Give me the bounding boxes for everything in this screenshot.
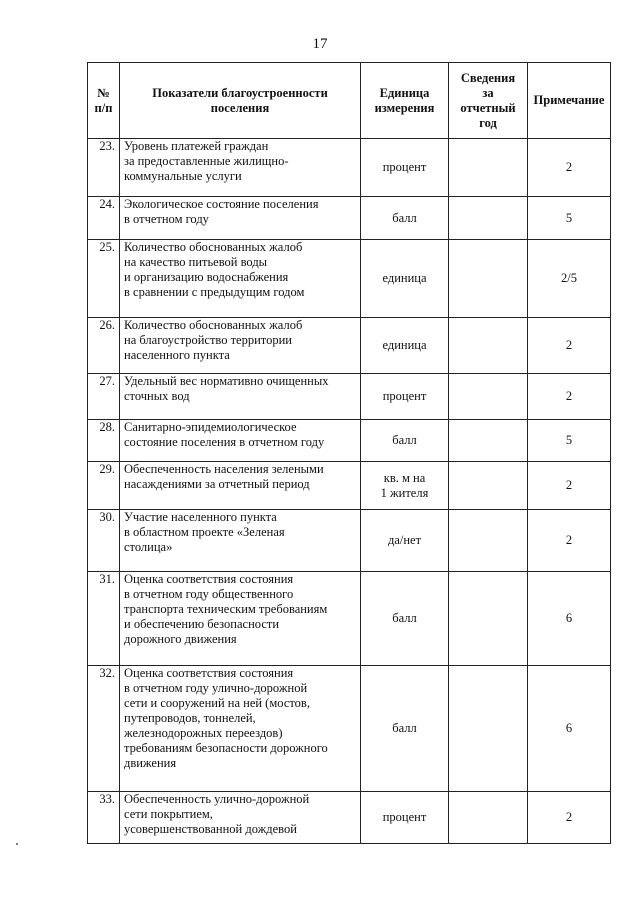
row-unit: да/нет (361, 510, 449, 572)
row-number: 26. (88, 318, 120, 374)
row-reported-value (449, 666, 528, 792)
indicator-line: в отчетном году общественного (124, 587, 294, 601)
table-row (88, 420, 611, 462)
row-reported-value (449, 510, 528, 572)
row-reported-value (449, 374, 528, 420)
table-row (88, 374, 611, 420)
row-note: 2 (528, 318, 611, 374)
row-note: 2 (528, 139, 611, 197)
row-indicator (120, 318, 361, 374)
row-indicator (120, 792, 361, 844)
header-text-line: Сведения (460, 70, 516, 85)
indicator-line: в отчетном году улично-дорожной (124, 681, 308, 695)
indicator-line: и организацию водоснабжения (124, 270, 289, 284)
indicator-line: в сравнении с предыдущим годом (124, 285, 305, 299)
header-note: Примечание (528, 63, 611, 139)
row-number: 23. (88, 139, 120, 197)
table-row (88, 510, 611, 572)
row-unit (361, 462, 449, 510)
row-note: 6 (528, 572, 611, 666)
indicator-line: на благоустройство территории (124, 333, 292, 347)
row-unit: балл (361, 197, 449, 240)
indicator-line: Экологическое состояние поселения (124, 197, 319, 211)
table-body (88, 139, 611, 844)
header-row (88, 63, 611, 139)
indicator-line: столица» (124, 540, 173, 554)
indicator-line: населенного пункта (124, 348, 230, 362)
table-row (88, 666, 611, 792)
indicator-line: Удельный вес нормативно очищенных (124, 374, 329, 388)
header-indicator (120, 63, 361, 139)
row-unit: процент (361, 374, 449, 420)
header-unit (361, 63, 449, 139)
header-text-line: отчетный (460, 100, 516, 115)
row-indicator (120, 197, 361, 240)
indicator-line: на качество питьевой воды (124, 255, 268, 269)
row-note: 2 (528, 462, 611, 510)
row-reported-value (449, 792, 528, 844)
row-reported-value (449, 462, 528, 510)
row-number: 24. (88, 197, 120, 240)
indicator-line: состояние поселения в отчетном году (124, 435, 325, 449)
table-row (88, 240, 611, 318)
row-number: 25. (88, 240, 120, 318)
indicator-line: Уровень платежей граждан (124, 139, 269, 153)
header-text-line: п/п (94, 100, 113, 115)
row-indicator (120, 666, 361, 792)
row-indicator (120, 240, 361, 318)
indicator-line: коммунальные услуги (124, 169, 242, 183)
indicator-line: сети и сооружений на ней (мостов, (124, 696, 310, 710)
header-text-line: измерения (374, 100, 435, 115)
indicator-line: и обеспечению безопасности (124, 617, 280, 631)
indicator-line: в отчетном году (124, 212, 209, 226)
header-text-line: Показатели благоустроенности (152, 85, 328, 100)
indicator-line: железнодорожных переездов) (124, 726, 283, 740)
row-number: 33. (88, 792, 120, 844)
indicator-line: Обеспеченность улично-дорожной (124, 792, 310, 806)
indicator-line: движения (124, 756, 177, 770)
indicator-line: Обеспеченность населения зелеными (124, 462, 324, 476)
row-reported-value (449, 139, 528, 197)
indicator-line: Санитарно-эпидемиологическое (124, 420, 297, 434)
header-num (88, 63, 120, 139)
header-text-line: поселения (210, 100, 270, 115)
header-text-line: за (482, 85, 494, 100)
indicator-line: Количество обоснованных жалоб (124, 240, 303, 254)
indicator-line: транспорта техническим требованиям (124, 602, 328, 616)
row-unit: балл (361, 666, 449, 792)
row-note: 2 (528, 374, 611, 420)
row-indicator (120, 510, 361, 572)
indicators-table (87, 62, 611, 844)
row-note: 6 (528, 666, 611, 792)
row-note: 2/5 (528, 240, 611, 318)
indicator-line: насаждениями за отчетный период (124, 477, 310, 491)
row-number: 30. (88, 510, 120, 572)
row-indicator (120, 462, 361, 510)
table-row (88, 572, 611, 666)
row-unit: единица (361, 240, 449, 318)
row-indicator (120, 374, 361, 420)
page-number: 17 (312, 36, 328, 52)
margin-mark (16, 843, 18, 845)
indicator-line: Оценка соответствия состояния (124, 572, 294, 586)
table-row (88, 792, 611, 844)
header-text-line: Единица (379, 85, 430, 100)
row-number: 31. (88, 572, 120, 666)
row-indicator (120, 572, 361, 666)
indicator-line: дорожного движения (124, 632, 237, 646)
table-row (88, 318, 611, 374)
row-indicator (120, 139, 361, 197)
indicator-line: усовершенствованной дождевой (124, 822, 297, 836)
indicator-line: в областном проекте «Зеленая (124, 525, 285, 539)
row-note: 5 (528, 420, 611, 462)
indicator-line: Оценка соответствия состояния (124, 666, 294, 680)
table-row (88, 139, 611, 197)
row-unit: балл (361, 572, 449, 666)
row-number: 28. (88, 420, 120, 462)
row-reported-value (449, 240, 528, 318)
row-indicator (120, 420, 361, 462)
row-reported-value (449, 197, 528, 240)
indicator-line: требованиям безопасности дорожного (124, 741, 328, 755)
unit-line: кв. м на (383, 470, 426, 485)
row-note: 5 (528, 197, 611, 240)
indicator-line: сточных вод (124, 389, 190, 403)
header-text-line: № (97, 85, 110, 100)
row-reported-value (449, 572, 528, 666)
indicator-line: Участие населенного пункта (124, 510, 277, 524)
table-row (88, 462, 611, 510)
row-number: 29. (88, 462, 120, 510)
row-number: 27. (88, 374, 120, 420)
indicator-line: за предоставленные жилищно- (124, 154, 289, 168)
unit-line: 1 жителя (380, 485, 429, 500)
row-unit: процент (361, 792, 449, 844)
row-note: 2 (528, 792, 611, 844)
header-reported (449, 63, 528, 139)
indicator-line: сети покрытием, (124, 807, 213, 821)
row-unit: балл (361, 420, 449, 462)
indicator-line: путепроводов, тоннелей, (124, 711, 256, 725)
header-text-line: год (479, 115, 497, 130)
row-unit: процент (361, 139, 449, 197)
row-number: 32. (88, 666, 120, 792)
row-unit: единица (361, 318, 449, 374)
row-reported-value (449, 420, 528, 462)
table-row (88, 197, 611, 240)
row-note: 2 (528, 510, 611, 572)
indicator-line: Количество обоснованных жалоб (124, 318, 303, 332)
row-reported-value (449, 318, 528, 374)
